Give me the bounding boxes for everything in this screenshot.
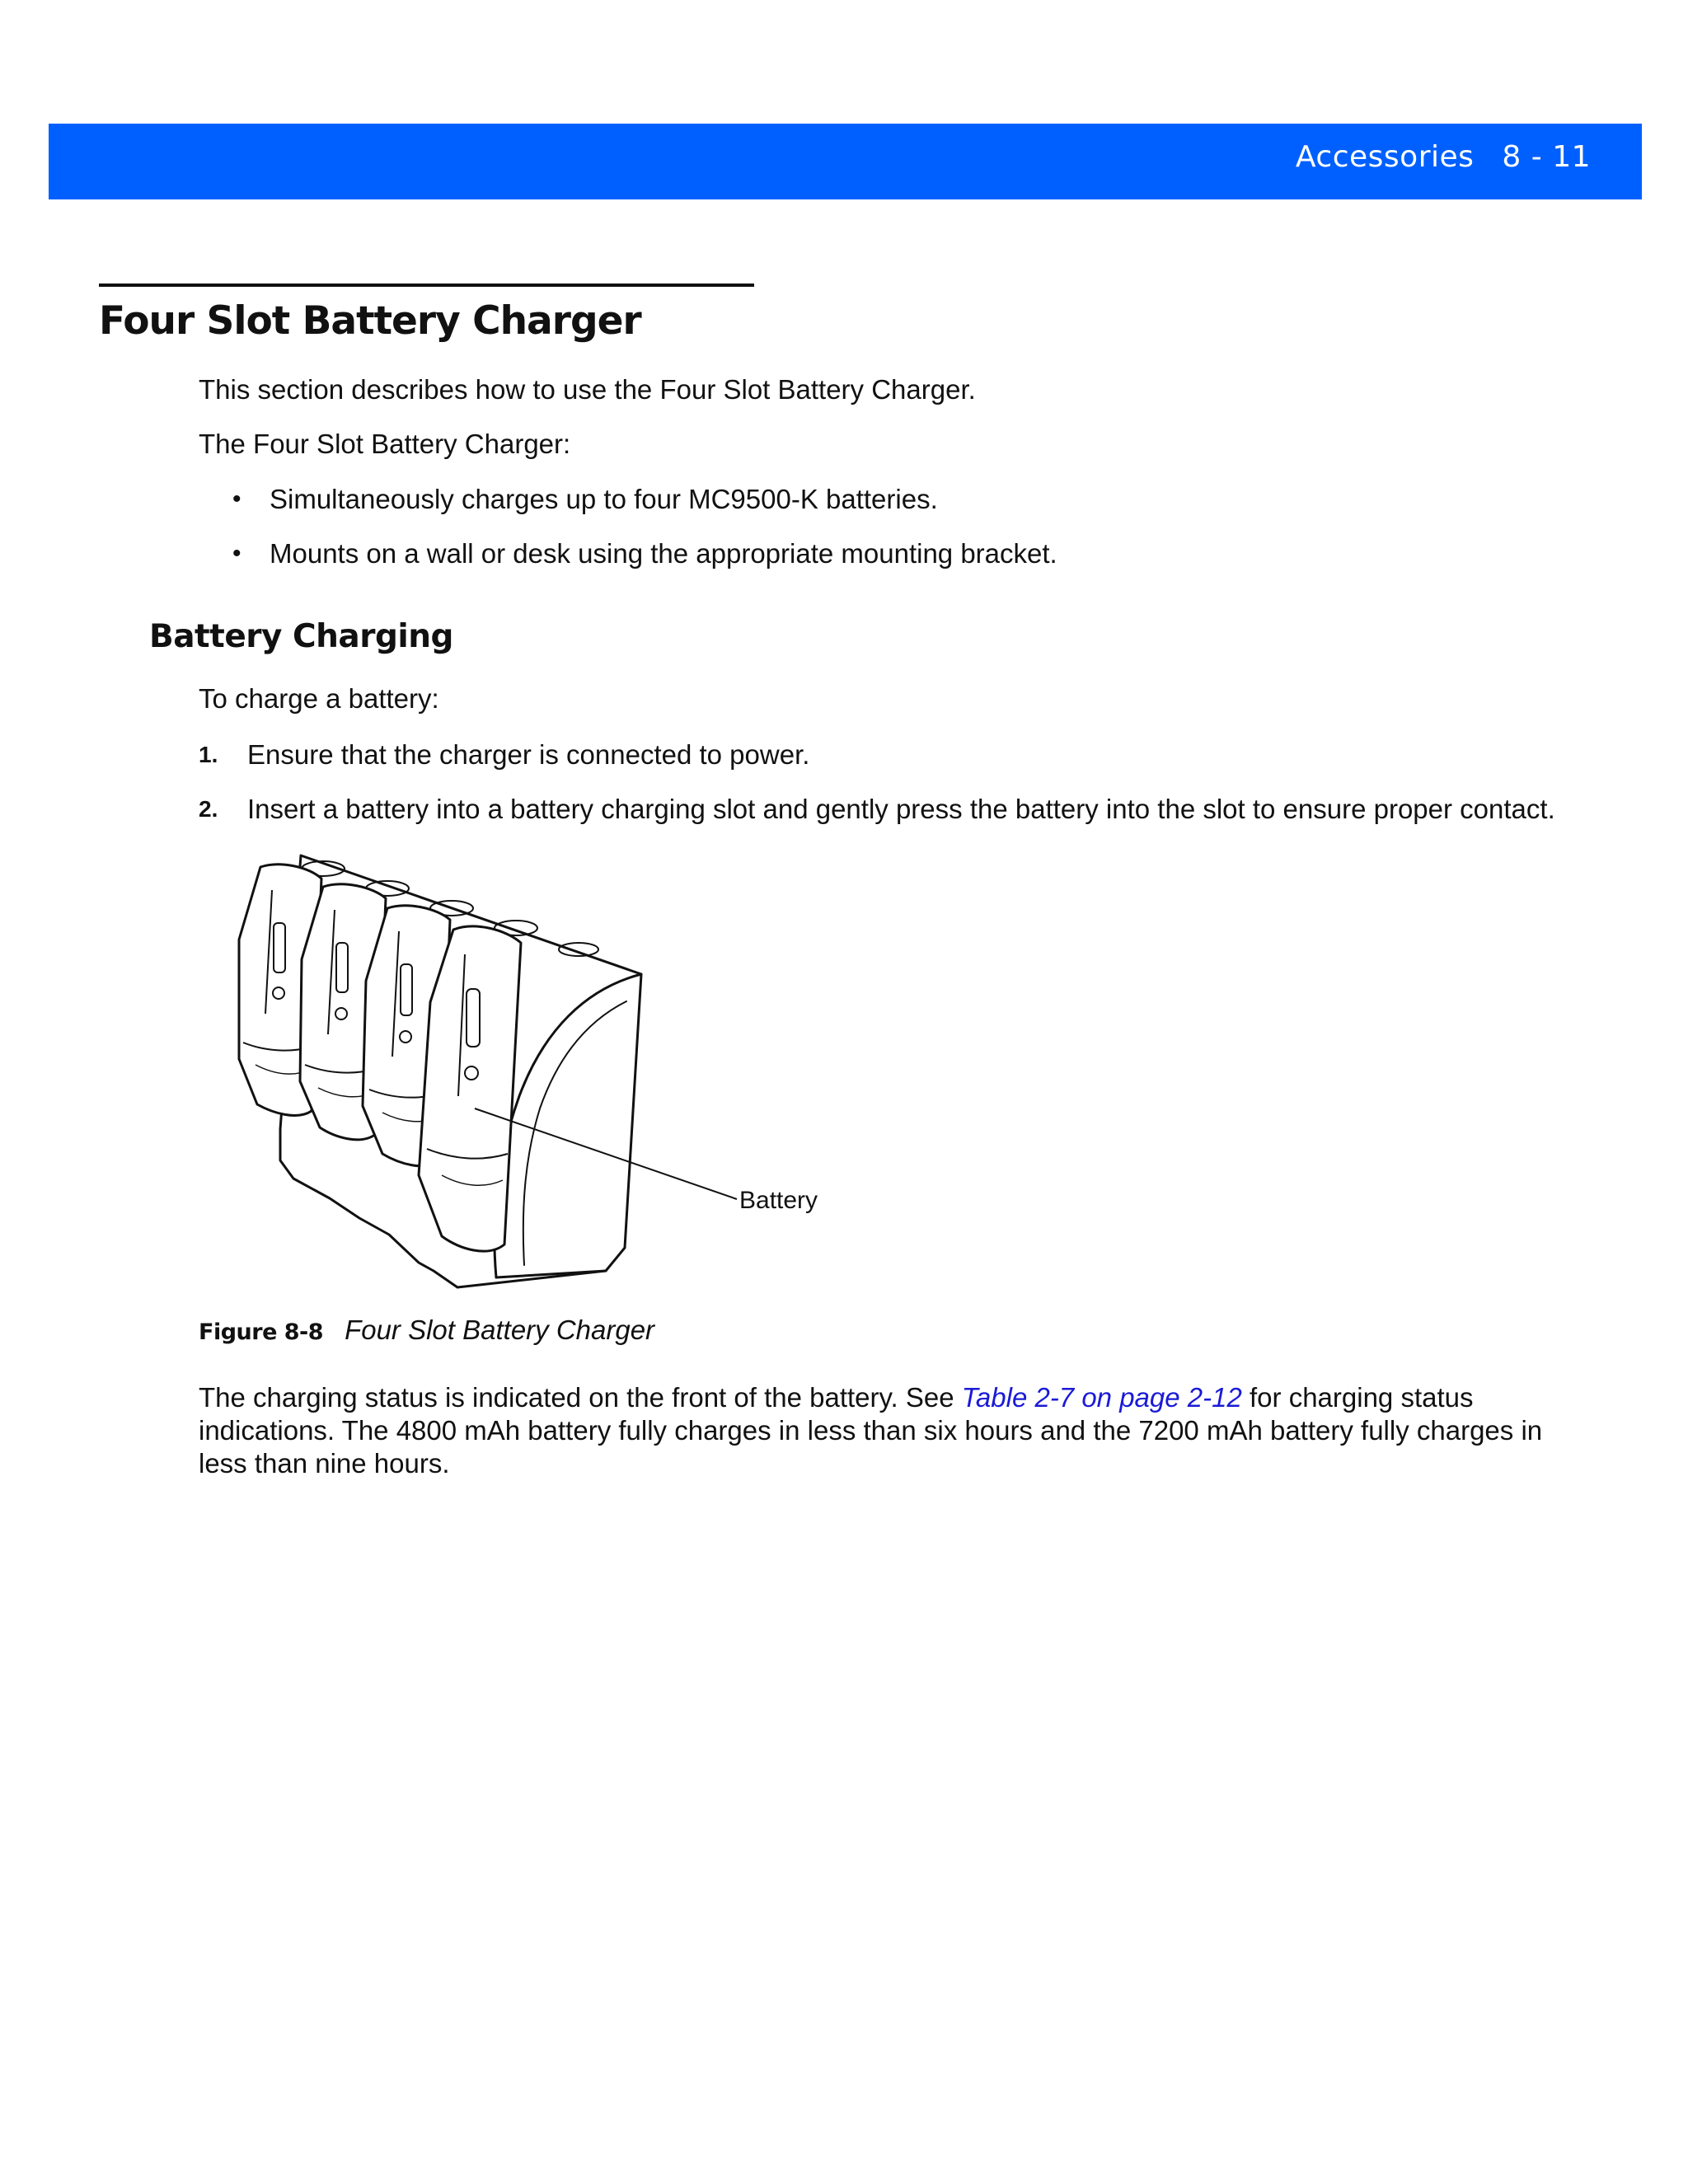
- figure-caption: [199, 1315, 654, 1346]
- subsection-title: Battery Charging: [149, 618, 453, 655]
- page-title: Four Slot Battery Charger: [99, 298, 641, 344]
- lead-text: The Four Slot Battery Charger:: [199, 429, 571, 459]
- header-section-name: Accessories: [1295, 140, 1475, 174]
- bullet-item: Simultaneously charges up to four MC9500-K batteries.: [270, 484, 938, 514]
- bullet-dot: •: [232, 540, 241, 567]
- title-rule: [99, 284, 754, 287]
- subsection-lead: To charge a battery:: [199, 683, 439, 714]
- closing-paragraph: [199, 1381, 1583, 1480]
- step-number: 2.: [199, 796, 218, 822]
- header-band: [49, 124, 1642, 199]
- four-slot-charger-illustration: [198, 849, 832, 1310]
- closing-text-before-link: The charging status is indicated on the front of the battery. See: [199, 1382, 962, 1413]
- bullet-item: Mounts on a wall or desk using the appropriate mounting bracket.: [270, 538, 1057, 569]
- closing-text-after-link: for charging status indications. The 4800 mAh battery fully charges in less than six hours and the 7200 mAh battery fully charges in less than nine hours.: [199, 1382, 1543, 1479]
- bullet-dot: •: [232, 485, 241, 513]
- step-text: Insert a battery into a battery charging slot and gently press the battery into the slot to ensure proper contact.: [247, 794, 1555, 824]
- figure-label: Figure 8-8: [199, 1319, 324, 1345]
- step-text: Ensure that the charger is connected to power.: [247, 739, 810, 770]
- step-number: 1.: [199, 742, 218, 767]
- figure-title: Four Slot Battery Charger: [345, 1315, 655, 1345]
- table-cross-reference-link[interactable]: Table 2-7 on page 2-12: [961, 1382, 1242, 1413]
- running-header: [1296, 140, 1591, 174]
- callout-label: Battery: [739, 1187, 818, 1214]
- header-page-number: 8 - 11: [1502, 140, 1591, 174]
- intro-text: This section describes how to use the Four Slot Battery Charger.: [199, 374, 976, 405]
